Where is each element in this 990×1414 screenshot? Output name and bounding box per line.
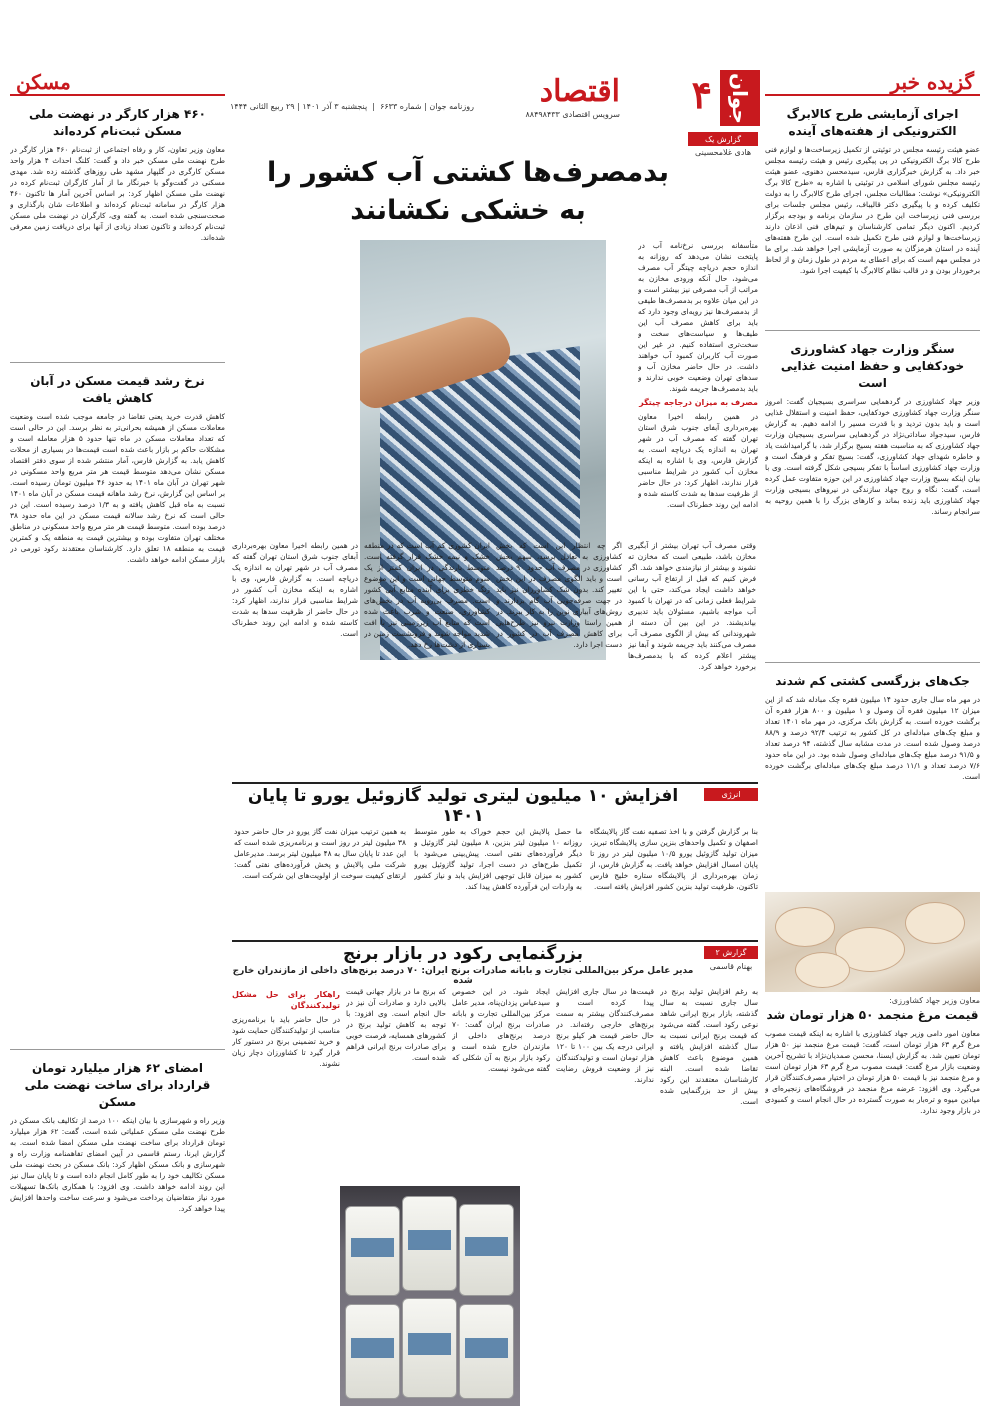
rice-author: بهنام قاسمی [709,962,753,971]
housing-story-3-title: امضای ۶۲ هزار میلیارد تومان قرارداد برای ساخت نهضت ملی مسکن [24,1061,211,1109]
rice-col-1: به رغم افزایش تولید برنج در سال جاری نسبت به سال گذشته، بازار برنج ایرانی شاهد نوعی رکود است. گفته می‌شود که قیمت برنج ایرانی نسبت به سال گذشته افزایش یافته و همین موضوع باعث کاهش تقاضا شده است. البته کارشناسان معتقدند این رکود بیش از حد بزرگنمایی شده است. [660,987,758,1106]
main-story-col-b: وقتی مصرف آب تهران بیشتر از آبگیری مخازن باشد، طبیعی است که مخازن ته نشوند و بیشتر از نیازمندی خواهد شد. اگر فرض کنیم که قبل از ارتفاع آب رسانی خواهد داشت ایجاد می‌کند، حتی با این شرایط فعلی زمانی که در تهران با کمبود آب مواجه باشیم، مسئولان باید تدبیری بیاندیشند. در این بین آن دسته از شهروندانی که بیش از الگوی مصرف آب مصرف می‌کنند باید جریمه شوند و آبفا نیز پیشتر اعلام کرده که با بدمصرف‌ها برخورد خواهد کرد. [628,541,756,671]
service-phone: سرویس اقتصادی ۸۸۴۹۸۴۳۳ [525,110,620,119]
divider [10,362,225,363]
main-story-col-d: ایران کشوری کم آب است که در منطقه خشک و نیمه خشک قرار گرفته است. متوسط بارندگی در ایران کمتر از یک سوم متوسط جهانی است و این موضوع زنگ خطری برای آینده منابع آبی کشور است. مصرف بی‌رویه آب در بخش‌های کشاورزی، صنعت و شرب باعث شده است که منابع آب زیرزمینی نیز با افت شدید مواجه شوند و فرونشست زمین در بسیاری از دشت‌ها رخ دهد. [364,541,490,649]
digest-story-3-title: جک‌های بزرگسی کشتی کم شدند [775,674,970,688]
housing-column [10,70,225,1410]
digest-header: گزیده خبر [765,70,980,96]
main-story-col-e: در همین رابطه اخیرا معاون بهره‌برداری آبفای جنوب شرق استان تهران گفته که مصرف آب در شهر تهران به اندازه یک دریاچه است. به گزارش فارس، وی با اشاره به اینکه مخازن آب کشور در شرایط مناسبی قرار ندارند، اظهار کرد: در حال حاضر از ظرفیت سدها به شدت کاسته شده و ادامه این روند خطرناک است. [232,541,358,638]
digest-story-3-body: در مهر ماه سال جاری حدود ۱۴ میلیون فقره چک مبادله شد که از این میزان ۱۲ میلیون فقره آن وصول و ۱ میلیون و ۸۰۰ هزار فقره آن برگشت خورده است. به گزارش بانک مرکزی، در مهر ماه ۱۴۰۱ تعداد و مبلغ چک‌های مبادله‌ای در کل کشور به ترتیب ۹۲/۴ درصد و ۸۸/۹ درصد وصول شده است. در مدت مشابه سال گذشته، ۹۴ درصد تعداد و ۹۱/۵ درصد مبلغ چک‌های مبادله‌ای وصول شده بود. در این ماه حدود ۷/۶ درصد تعداد و ۱۱/۱ درصد مبلغ چک‌های مبادله‌ای برگشت خورده است. [765,695,980,781]
housing-story-2-title: نرخ رشد قیمت مسکن در آبان کاهش یافت [30,374,205,405]
digest-story-2-title: سنگر وزارت جهاد کشاورزی خودکفایی و حفظ امنیت غذایی است [780,342,965,390]
rice-subtitle: مدیر عامل مرکز بین‌المللی تجارت و بابانه صادرات برنج ایران: ۷۰ درصد برنج‌های داخلی از مازندران خارج شده [232,966,694,986]
rice-bags-photo [340,1186,520,1406]
report-tag: گزارش یک [688,132,758,146]
rice-col-4: که برنج ما در بازار جهانی قیمت بالایی دارد و صادرات آن نیز در حال انجام است. وی افزود: با توجه به کاهش تولید برنج در کشورهای همسایه، فرصت خوبی برای صادرات برنج ایرانی فراهم شده است. [346,987,446,1062]
energy-col-2: ما حصل پالایش این حجم خوراک به طور متوسط روزانه ۱۰ میلیون لیتر بنزین، ۸ میلیون لیتر گازوئیل و دیگر فرآورده‌های نفتی است. پیش‌بینی می‌شود با تکمیل طرح‌های در دست اجرا، تولید گازوئیل یورو کشور به میزان قابل توجهی افزایش یابد و نیاز کشور به واردات این فرآورده کاهش پیدا کند. [414,827,582,891]
report-author: هادی غلامحسینی [694,148,752,157]
energy-col-1: بنا بر گزارش گرفتن و با اخذ تصفیه نفت گاز پالایشگاه اصفهان و تکمیل واحدهای بنزین سازی پالایشگاه تبریز، میزان تولید گازوئیل یورو ۱۰/۵ میلیون لیتر در روز تا پایان امسال افزایش خواهد یافت. به گزارش فارس، از زمان بهره‌برداری از پالایشگاه ستاره خلیج فارس تاکنون، ظرفیت تولید بنزین کشور افزایش یافته است. [590,827,758,891]
rice-bag [402,1196,457,1291]
digest-story-4-body: معاون امور دامی وزیر جهاد کشاورزی با اشاره به اینکه قیمت مصوب مرغ گرم ۶۳ هزار تومان است، گفت: قیمت مرغ منجمد نیز ۵۰ هزار تومان تعیین شد. به گزارش ایسنا، محسن صمدیان‌نژاد با تشریح آخرین وضعیت بازار مرغ گفت: قیمت مصوب مرغ گرم ۶۳ هزار تومان است و مرغ منجمد نیز با قیمت ۵۰ هزار تومان در اختیار مصرف‌کنندگان قرار می‌گیرد. وی افزود: عرضه مرغ منجمد در فروشگاه‌های زنجیره‌ای و میادین میوه و تره‌بار به صورت گسترده در حال انجام است و کمبودی در بازار وجود ندارد. [765,1029,980,1115]
digest-story-2-body: وزیر جهاد کشاورزی در گردهمایی سراسری بسیجیان گفت: امروز سنگر وزارت جهاد کشاورزی خودکفایی، حفظ امنیت و استقلال غذایی است و باید بدون تردید و با قدرت مسیر را ادامه دهیم. به گزارش فارس، سیدجواد ساداتی‌نژاد در گردهمایی سراسری بسیجیان وزارت جهاد کشاورزی که به مناسبت هفته بسیج برگزار شد، با گرامیداشت یاد و خاطره شهدای جهاد کشاورزی، گفت: بسیج تفکر و فرهنگ است و وزارت جهاد کشاورزی اساساً با تفکر بسیجی شکل گرفته است. وی با بیان اینکه بسیج وزارت جهاد کشاورزی در این حوزه متفاوت عمل کرده است، گفت: نگاه و روح جهاد سازندگی در نیروهای بسیجی وزارت جهاد کشاورزی باید زنده بماند و کارهای بزرگ را با همین روحیه به سرانجام رساند. [765,397,980,516]
energy-story [232,782,758,932]
rice-bag [402,1298,457,1398]
rice-subhead: راهکار برای حل مشکل تولیدکنندگان [232,990,340,1010]
energy-headline: افزایش ۱۰ میلیون لیتری تولید گازوئیل یورو تا پایان ۱۴۰۱ [247,786,679,826]
frozen-chicken-photo [765,892,980,992]
photo-caption: معاون وزیر جهاد کشاورزی: [889,996,980,1005]
chicken-shape [775,907,835,947]
page-number: ۴ [691,72,712,117]
masthead [230,70,760,128]
rice-headline: بزرگنمایی رکود در بازار برنج [343,944,583,964]
digest-story-4-title: قیمت مرغ منجمد ۵۰ هزار تومان شد [766,1008,979,1022]
issue-info: روزنامه جوان | شماره ۶۶۳۳ | پنجشنبه ۳ آذر ۱۴۰۱ | ۲۹ ربیع الثانی ۱۴۴۴ [230,102,474,111]
energy-col-3: به همین ترتیب میزان نفت گاز یورو در حال حاضر حدود ۳۸ میلیون لیتر در روز است و برنامه‌ریزی شده است که این عدد تا پایان سال به ۴۸ میلیون لیتر برسد. مدیرعامل شرکت ملی پالایش و پخش فرآورده‌های نفتی گفت: ارتقای کیفیت سوخت از اولویت‌های این شرکت است. [234,827,406,880]
section-title: اقتصاد [539,74,620,109]
rice-col-5 [232,986,340,1406]
divider [10,1049,225,1050]
news-digest-column [765,70,980,1410]
chicken-shape [795,952,850,988]
rice-col-3: ایجاد شود. در این خصوص سیدعباس یزدان‌پناه، مدیر عامل مرکز بین‌المللی تجارت و بابانه صادرات برنج ایران گفت: ۷۰ درصد برنج‌های داخلی از مازندران خارج شده است و رکود بازار برنج به آن شکلی که گفته می‌شود نیست. [452,987,550,1073]
energy-tag: انرژی [704,788,758,801]
main-subhead: مصرف به میزان درجاجه چیتگر [639,398,758,407]
digest-story-1-body: عضو هیئت رئیسه مجلس در توئیتی از تکمیل زیرساخت‌ها و لوازم فنی طرح کالا برگ الکترونیکی در پی پیگیری رئیس و هیئت رئیسه مجلس خبر داد. به گزارش خبرگزاری فارس، سیدمحسن دهنوی، عضو هیئت رئیسه مجلس شورای اسلامی در توئیتی با اشاره به «طرح کالا برگ الکترونیکی» نوشت: مطالبات مجلس، اجرای طرح کالابرگ را به دولت تکلیف کرده و با پیگیری دکتر قالیباف، رئیس مجلس جلسات برای بررسی فنی زیرساخت این طرح در سازمان برنامه و بودجه برگزار کردیم. اکنون دیگر تمامی کارشناسان و تیم‌های فنی اذعان دارند زیرساخت‌ها و لوازم فنی طرح تکمیل شده است. این طرح هفته‌های آینده در استان هرمزگان به صورت آزمایشی اجرا خواهد شد. برای ما در مجلس مهم است که برای اعطای به مردم در طول زمان و از لحاظ برخوردار بودن و در قالب نظام کالابرگ با کیفیت اجرا شود. [765,145,980,275]
col-a-text: متأسفانه بررسی نرخ‌نامه آب در پایتخت نشان می‌دهد که روزانه به اندازه حجم دریاچه چیتگر آب مصرف می‌شود، حال آنکه ورودی مخازن به مراتب از آب مصرفی نیز بیشتر است و در این میان علاوه بر بدمصرف‌ها طیفی از بدمصرف‌ها نیز رویه‌ای وجود دارد که باید برای کاهش مصرف آب این طیف‌ها و سیاست‌های سخت و سخت‌تری استفاده کنیم. در غیر این صورت آب کاربران کمبود آب خواهند داشت. در حال حاضر مخازن آب و سد‌های تهران وضعیت خوبی ندارند و باید بدمصرف‌ها جریمه شوند. [638,241,758,393]
housing-story-3-body: وزیر راه و شهرسازی با بیان اینکه ۱۰۰ درصد از تکالیف بانک مسکن در طرح نهضت ملی مسکن عملیاتی شده است، گفت: ۶۲ هزار میلیارد تومان قرارداد برای ساخت نهضت ملی مسکن امضا شده است. به گزارش ایرنا، رستم قاسمی در آیین امضای تفاهمنامه وزارت راه و شهرسازی و بانک مسکن اظهار کرد: بانک مسکن در بحث نهضت ملی مسکن تکالیف خود را به طور کامل انجام داده است و تا پایان سال نیز این روند ادامه خواهد داشت. وی افزود: با همکاری بانک‌ها تسهیلات مورد نیاز متقاضیان پرداخت می‌شود و سرعت ساخت واحدها افزایش پیدا خواهد کرد. [10,1116,225,1213]
rice-col-5-text: در حال حاضر باید با برنامه‌ریزی مناسب از تولیدکنندگان حمایت شود و خرید تضمینی برنج در دستور کار قرار گیرد تا کشاورزان دچار زیان نشوند. [232,1015,340,1068]
issue-date: پنجشنبه ۳ آذر ۱۴۰۱ | ۲۹ ربیع الثانی ۱۴۴۴ [230,102,368,111]
main-headline: بدمصرف‌ها کشتی آب کشور را به خشکی نکشانند [266,157,670,226]
rice-bag [459,1304,514,1399]
issue-number: روزنامه جوان | شماره ۶۶۳۳ [380,102,474,111]
divider [765,662,980,663]
rice-bag [459,1204,514,1296]
digest-story-1-title: اجرای آزمایشی طرح کالابرگ الکترونیکی از هفته‌های آینده [786,107,959,138]
rice-tag: گزارش ۲ [704,946,758,959]
main-story-col-c: اگر چه انتظار این است که بخش کشاورزی به تعادل برسد، سهم بخش کشاورزی در مصرف آب حدود ۹۰ درصد است و باید الگوی مصرف در این بخش تغییر کند. بدون شک کشاورزان نیز باید در جهت صرفه‌جویی آب گام بردارند و روش‌های آبیاری نوین را به کار ببرند. در همین راستا وزارت نیرو نیز طرح‌هایی برای کاهش مصرف آب در کشور در دست اجرا دارد. [496,541,622,649]
rice-bag [345,1206,400,1296]
newspaper-logo: جوان [720,70,760,126]
housing-story-2-body: کاهش قدرت خرید یعنی تقاضا در جامعه موجب شده است وضعیت معاملات مسکن از همیشه بحرانی‌تر به نظر برسد. این در حالی است که تعداد معاملات مسکن در ماه تنها حدود ۵ هزار معامله است و مشکلات حاکم بر بازار باعث شده است قیمت‌ها در بسیاری از محلات کاهش یابد. به گزارش فارس، آمار منتشر شده از سوی دفتر اقتصاد مسکن نشان می‌دهد متوسط قیمت هر متر مربع واحد مسکونی در شهر تهران در آبان ماه ۱۴۰۱ به حدود ۴۶ میلیون تومان رسیده است. بر اساس این گزارش، نرخ رشد ماهانه قیمت مسکن در آبان ماه ۱۴۰۱ نسبت به ماه قبل کاهش یافته و به ۱/۳ درصد رسیده است. این در حالی است که نرخ رشد سالانه قیمت مسکن در این ماه حدود ۳۸ درصد بوده است. متوسط قیمت هر متر مربع واحد مسکونی در مناطق مختلف تهران متفاوت بوده و بیشترین قیمت به منطقه یک و کمترین قیمت به منطقه ۱۸ تعلق دارد. کارشناسان معتقدند رکود تورمی در بازار مسکن ادامه خواهد داشت. [10,412,225,564]
rice-col-2: قیمت‌ها در سال جاری افزایش پیدا کرده است و مصرف‌کنندگان بیشتر به سمت برنج‌های خارجی رفته‌اند. در حال حاضر قیمت هر کیلو برنج ایرانی درجه یک بین ۱۰۰ تا ۱۲۰ هزار تومان است و تولیدکنندگان نیز از وضعیت فروش رضایت ندارند. [556,987,654,1084]
rice-bag [345,1304,400,1399]
housing-story-1-body: معاون وزیر تعاون، کار و رفاه اجتماعی از ثبت‌نام ۴۶۰ هزار کارگر در طرح نهضت ملی مسکن خبر داد و گفت: کلنگ احداث ۴ هزار واحد مسکن کارگری در گلپهار مشهد طی روزهای گذشته زده شد. مهدی مسکنی در گفت‌وگو با خبرنگار ما از آمار کارگران ثبت‌نام کرده در نهضت ملی مسکن اظهار کرد: بر اساس آخرین آمار ها تاکنون ۴۶۰ هزار کارگر در سامانه ثبت‌نام کرده‌اند و اطلاعات شان بارگذاری و صحت‌سنجی شده است. به گفته وی، کارگران در نهضت ملی مسکن ثبت‌نام کرده‌اند و تاکنون تعداد زیادی از آنها برای دریافت زمین معرفی شده‌اند. [10,145,225,242]
housing-header: مسکن [10,70,225,96]
housing-story-1-title: ۴۶۰ هزار کارگر در نهضت ملی مسکن ثبت‌نام کرده‌اند [28,107,206,138]
chicken-shape [905,902,965,944]
divider [765,330,980,331]
col-a2-text: در همین رابطه اخیرا معاون بهره‌برداری آبفای جنوب شرق استان تهران گفته که مصرف آب در شهر تهران به اندازه یک دریاچه است. به گزارش فارس، وی با اشاره به اینکه مخازن آب کشور در شرایط مناسبی قرار ندارند، اظهار کرد: در حال حاضر از ظرفیت سدها به شدت کاسته شده و ادامه این روند خطرناک است. [638,412,758,509]
